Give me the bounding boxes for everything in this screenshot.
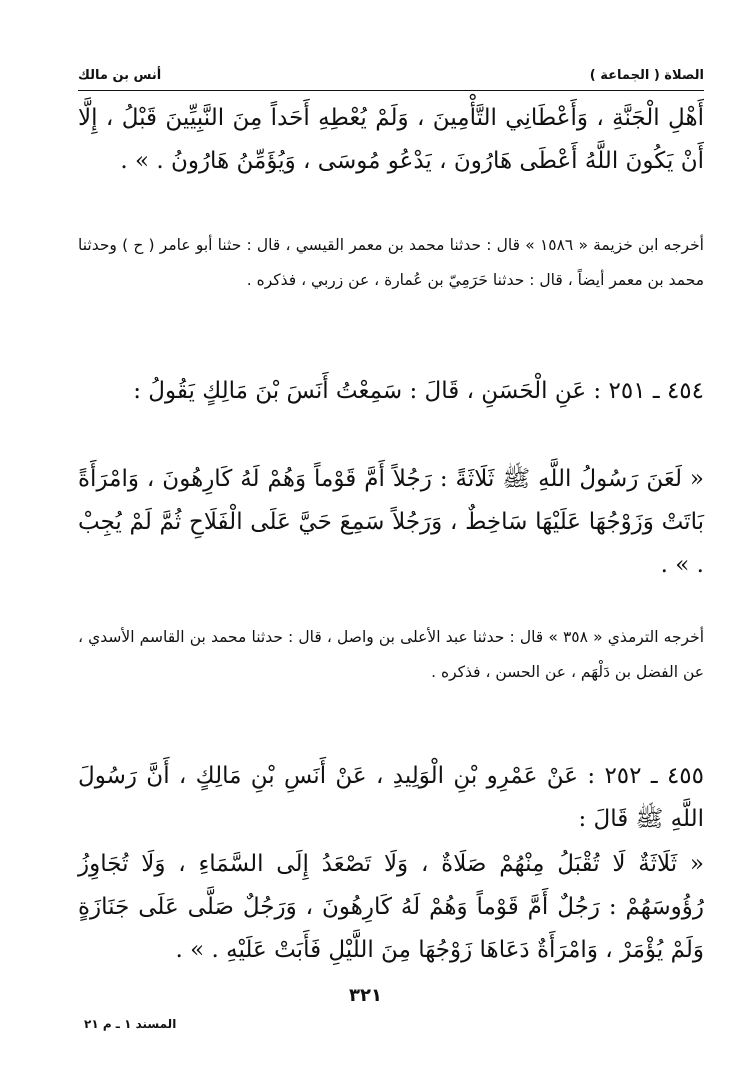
hadith-455-title: ٤٥٥ ـ ٢٥٢ : عَنْ عَمْرِو بْنِ الْوَلِيدِ ، عَنْ أَنَسِ بْنِ مَالِكٍ ، أَنَّ رَسُولَ اللَّهِ ﷺ قَالَ : bbox=[78, 763, 704, 832]
hadith-455-text: « ثَلَاثَةٌ لَا تُقْبَلُ مِنْهُمْ صَلَاةٌ ، وَلَا تَصْعَدُ إِلَى السَّمَاءِ ، وَلَا تُجَاوِزُ رُؤُوسَهُمْ : رَجُلٌ أَمَّ قَوْماً وَهُمْ لَهُ كَارِهُونَ ، وَرَجُلٌ صَلَّى عَلَى جَنَازَةٍ وَلَمْ يُؤْمَرْ ، وَامْرَأَةٌ دَعَاهَا زَوْجُهَا مِنَ اللَّيْلِ فَأَبَتْ عَلَيْهِ . » . bbox=[78, 851, 704, 963]
running-header bbox=[78, 60, 704, 90]
page-number: ٣٢١ bbox=[349, 985, 382, 1006]
header-rule bbox=[78, 90, 704, 91]
header-narrator-name: أنس بن مالك bbox=[78, 68, 162, 83]
hadith-454-text: « لَعَنَ رَسُولُ اللَّهِ ﷺ ثَلَاثَةً : رَجُلاً أَمَّ قَوْماً وَهُمْ لَهُ كَارِهُونَ ، وَامْرَأَةً بَاتَتْ وَزَوْجُهَا عَلَيْهَا سَاخِطٌ ، وَرَجُلاً سَمِعَ حَيَّ عَلَى الْفَلَاحِ ثُمَّ لَمْ يُجِبْ . » . bbox=[78, 466, 704, 578]
header-chapter-title: الصلاة ( الجماعة ) bbox=[589, 68, 704, 83]
takhrij-note-tirmidhi: أخرجه الترمذي « ٣٥٨ » قال : حدثنا عبد الأعلى بن واصل ، قال : حدثنا محمد بن القاسم الأسدي ، عن الفضل بن دَلْهَم ، عن الحسن ، فذكره . bbox=[78, 628, 704, 681]
hadith-454-title: ٤٥٤ ـ ٢٥١ : عَنِ الْحَسَنِ ، قَالَ : سَمِعْتُ أَنَسَ بْنَ مَالِكٍ يَقُولُ : bbox=[133, 378, 704, 404]
hadith-continuation-text: أَهْلِ الْجَنَّةِ ، وَأَعْطَانِي التَّأْمِينَ ، وَلَمْ يُعْطِهِ أَحَداً مِنَ النَّبِيِّينَ قَبْلُ ، إِلَّا أَنْ يَكُونَ اللَّهُ أَعْطَى هَارُونَ ، يَدْعُو مُوسَى ، وَيُؤَمِّنُ هَارُونُ . » . bbox=[78, 105, 704, 174]
printer-signature: المسند ١ ـ م ٢١ bbox=[84, 1017, 177, 1031]
takhrij-note-ibn-khuzaymah: أخرجه ابن خزيمة « ١٥٨٦ » قال : حدثنا محمد بن معمر القيسي ، قال : حثنا أبو عامر ( ح ) وحدثنا محمد بن معمر أيضاً ، قال : حدثنا حَرَمِيّ بن عُمارة ، عن زربي ، فذكره . bbox=[78, 236, 704, 289]
